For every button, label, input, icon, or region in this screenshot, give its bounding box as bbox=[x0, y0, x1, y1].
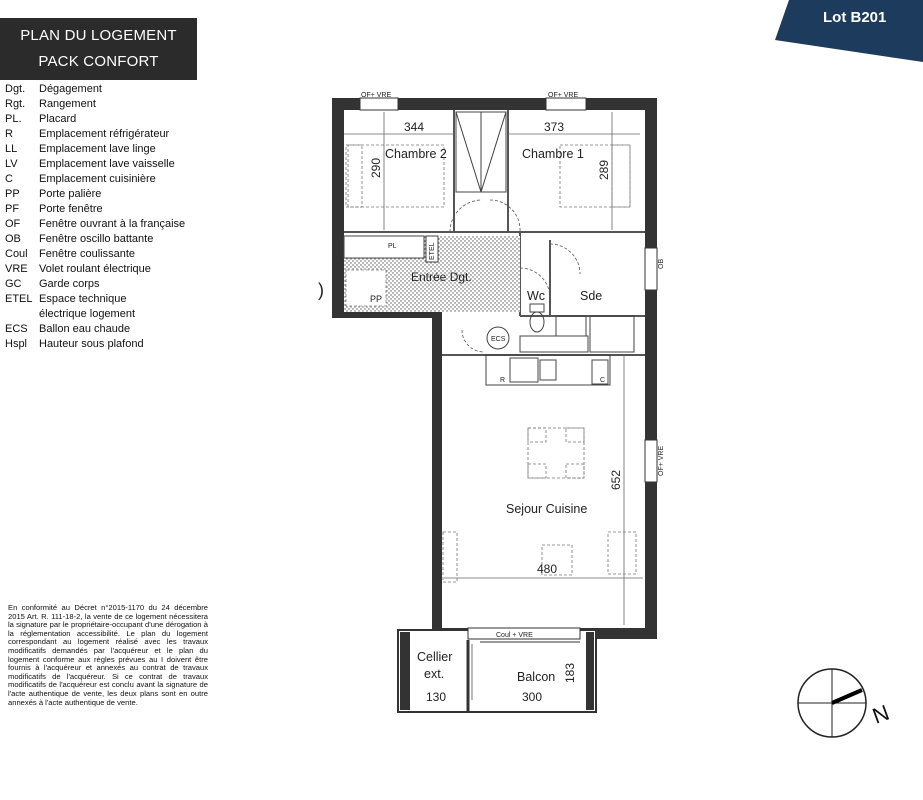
legend-definition: Fenêtre ouvrant à la française bbox=[39, 218, 186, 230]
dim-300: 300 bbox=[522, 690, 543, 704]
legend-abbr: Hspl bbox=[5, 338, 28, 350]
legend-definition: Emplacement lave linge bbox=[39, 143, 156, 155]
window-label-ob: OB bbox=[658, 258, 665, 269]
legend-abbr: VRE bbox=[5, 263, 28, 275]
room-chambre2: Chambre 2 bbox=[385, 147, 447, 161]
legend-abbr: GC bbox=[5, 278, 22, 290]
dim-373: 373 bbox=[544, 120, 565, 134]
legend-definition: Porte fenêtre bbox=[39, 203, 103, 215]
label-etel: ETEL bbox=[429, 242, 436, 260]
legend-definition: Dégagement bbox=[39, 83, 102, 95]
dim-183: 183 bbox=[563, 662, 577, 683]
legend-definition: Emplacement lave vaisselle bbox=[39, 158, 175, 170]
legend-abbr: Dgt. bbox=[5, 83, 26, 95]
legend-abbr: Rgt. bbox=[5, 98, 26, 110]
legal-notice: En conformité au Décret n°2015-1170 du 24 décembre 2015 Art. R. 111-18-2, la vente de ce logement nécessitera la signature par le propriétaire-occupant d'une dérogation à la réglementation accessibilité. Le plan du logement correspondant au logement réalisé avec les travaux modificatifs demandés par l'acquéreur et le plan du logement conforme aux règles prévues au I doivent être fournis à l'acquéreur et annexés au contrat de travaux modificatifs de l'acquéreur. Si ce contrat de travaux modificatifs de l'acquéreur est conclu avant la signature de l'acte authentique de vente, les deux plans sont en outre annexés à l'acte authentique de vente. bbox=[8, 603, 208, 707]
dim-130: 130 bbox=[426, 690, 447, 704]
window-label-side: OF+ VRE bbox=[658, 445, 665, 476]
legend-abbr: Coul bbox=[5, 248, 28, 260]
legend-definition: Rangement bbox=[39, 98, 96, 110]
room-cellier-2: ext. bbox=[424, 667, 445, 681]
lot-label: Lot B201 bbox=[823, 9, 887, 26]
room-wc: Wc bbox=[527, 289, 546, 303]
legend-abbr: OB bbox=[5, 233, 21, 245]
window-label-left: OF+ VRE bbox=[361, 92, 392, 99]
label-ecs: ECS bbox=[491, 336, 506, 343]
legend-definition: Porte palière bbox=[39, 188, 102, 200]
legend-definition: Volet roulant électrique bbox=[39, 263, 151, 275]
label-r: R bbox=[500, 377, 506, 384]
legend-abbr: R bbox=[5, 128, 13, 140]
label-pl: PL bbox=[388, 243, 397, 250]
label-c: C bbox=[600, 377, 606, 384]
plan-subtitle: PACK CONFORT bbox=[38, 53, 159, 70]
legend-definition: Espace technique électrique logement bbox=[39, 293, 136, 320]
dim-289: 289 bbox=[597, 159, 611, 180]
legend-definition: Ballon eau chaude bbox=[39, 323, 131, 335]
window-label-balcony: Coul + VRE bbox=[496, 632, 533, 639]
room-sde: Sde bbox=[580, 289, 603, 303]
legend-definition: Placard bbox=[39, 113, 77, 125]
legend-definition: Emplacement cuisinière bbox=[39, 173, 156, 185]
dim-652: 652 bbox=[609, 469, 623, 490]
dim-344: 344 bbox=[404, 120, 425, 134]
legend-definition: Fenêtre coulissante bbox=[39, 248, 135, 260]
dim-290: 290 bbox=[369, 157, 383, 178]
room-entree: Entrée Dgt. bbox=[411, 270, 472, 284]
legend-abbr: LL bbox=[5, 143, 18, 155]
dim-480: 480 bbox=[537, 562, 558, 576]
legend-abbr: ETEL bbox=[5, 293, 33, 305]
room-balcon: Balcon bbox=[517, 670, 556, 684]
window-label-right: OF+ VRE bbox=[548, 92, 579, 99]
legend-definition: Hauteur sous plafond bbox=[39, 338, 144, 350]
legend-definition: Fenêtre oscillo battante bbox=[39, 233, 154, 245]
label-pp: PP bbox=[370, 294, 383, 304]
legend-abbr: LV bbox=[5, 158, 18, 170]
legend-abbr: C bbox=[5, 173, 13, 185]
legend-definition: Garde corps bbox=[39, 278, 100, 290]
legend-abbr: PF bbox=[5, 203, 20, 215]
legend-abbr: OF bbox=[5, 218, 21, 230]
compass-north-label: N bbox=[868, 699, 893, 729]
room-cellier-1: Cellier bbox=[417, 650, 453, 664]
room-chambre1: Chambre 1 bbox=[522, 147, 584, 161]
legend-abbr: PL. bbox=[5, 113, 22, 125]
room-sejour: Sejour Cuisine bbox=[506, 502, 588, 516]
legend-abbr: PP bbox=[5, 188, 20, 200]
plan-title: PLAN DU LOGEMENT bbox=[20, 27, 177, 44]
entry-arrow-icon: ) bbox=[318, 280, 324, 300]
legend-definition: Emplacement réfrigérateur bbox=[39, 128, 170, 140]
legend-abbr: ECS bbox=[5, 323, 28, 335]
